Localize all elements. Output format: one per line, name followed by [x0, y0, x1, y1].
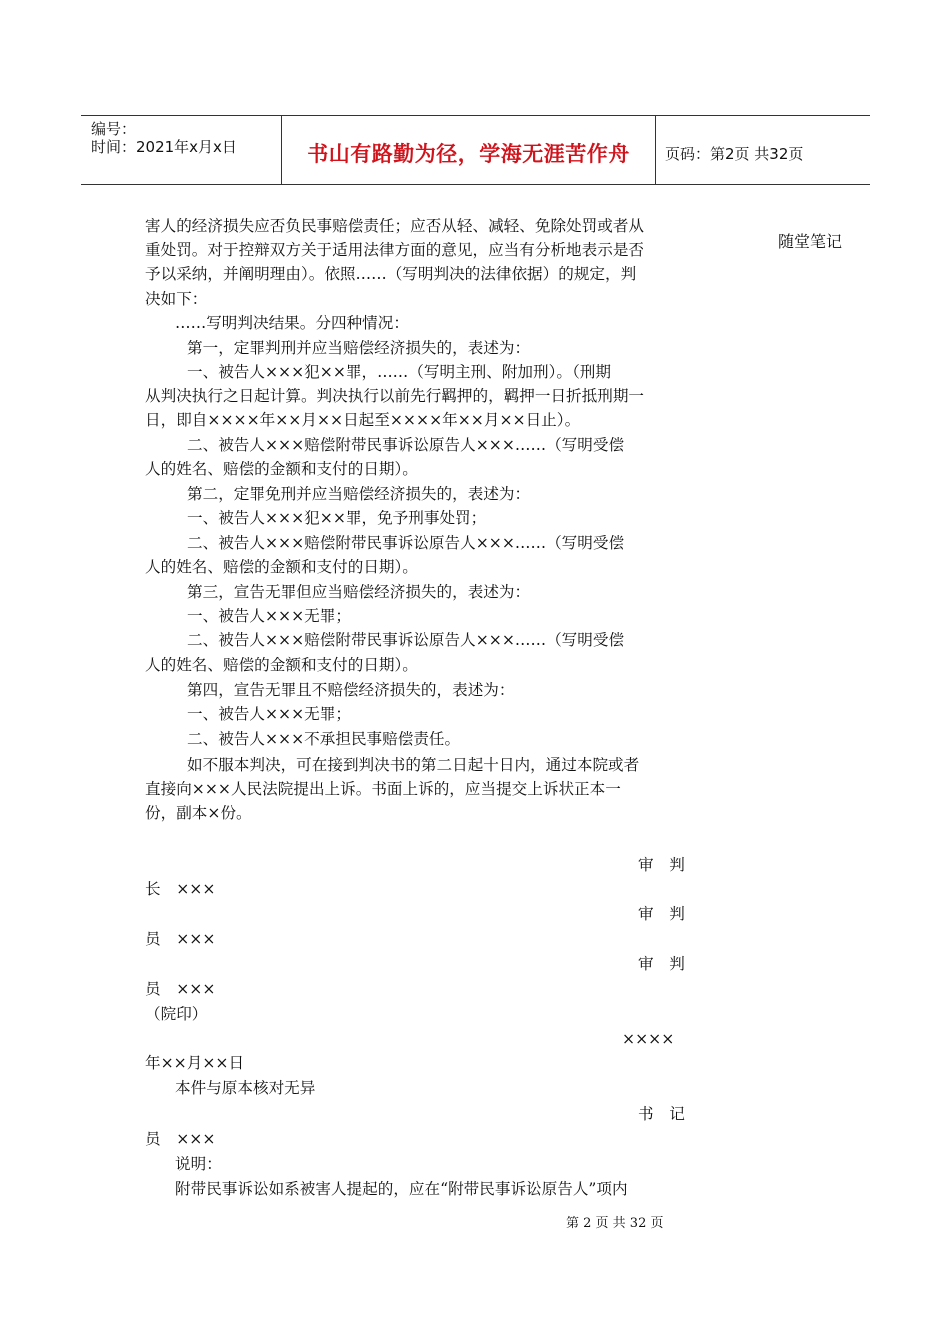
- verification-text: 本件与原本核对无异: [175, 1079, 316, 1097]
- body-line: 一、被告人×××犯××罪，……（写明主刑、附加刑）。（刑期: [187, 363, 611, 381]
- page-footer: 第 2 页 共 32 页: [566, 1216, 664, 1231]
- signature-title: 审 判: [638, 856, 685, 874]
- body-line: 从判决执行之日起计算。判决执行以前先行羁押的，羁押一日折抵刑期一: [145, 387, 645, 405]
- header-right-cell: [655, 116, 870, 184]
- header-center-cell: [281, 116, 656, 184]
- header-table: [81, 115, 870, 185]
- body-line: 予以采纳，并阐明理由）。依照……（写明判决的法律依据）的规定，判: [145, 265, 637, 283]
- document-number-label: 编号：: [91, 120, 137, 138]
- body-line: ……写明判决结果。分四种情况：: [175, 314, 409, 332]
- signature-title: 审 判: [638, 955, 685, 973]
- body-line: 人的姓名、赔偿的金额和支付的日期）。: [145, 558, 418, 576]
- body-line: 一、被告人×××无罪；: [187, 705, 351, 723]
- body-line: 人的姓名、赔偿的金额和支付的日期）。: [145, 460, 418, 478]
- body-line: 如不服本判决，可在接到判决书的第二日起十日内，通过本院或者: [187, 756, 640, 774]
- body-line: 二、被告人×××赔偿附带民事诉讼原告人×××……（写明受偿: [187, 631, 625, 649]
- date-year-text: ××××: [622, 1030, 675, 1048]
- signature-name: 员 ×××: [145, 930, 216, 948]
- body-line: 二、被告人×××赔偿附带民事诉讼原告人×××……（写明受偿: [187, 534, 625, 552]
- document-time-label: 时间：2021年x月x日: [91, 138, 237, 156]
- body-line: 二、被告人×××赔偿附带民事诉讼原告人×××……（写明受偿: [187, 436, 625, 454]
- body-line: 第二，定罪免刑并应当赔偿经济损失的，表述为：: [187, 485, 531, 503]
- court-seal-text: （院印）: [145, 1005, 208, 1023]
- body-line: 日，即自××××年××月××日起至××××年××月××日止）。: [145, 411, 581, 429]
- body-line: 第三，宣告无罪但应当赔偿经济损失的，表述为：: [187, 583, 531, 601]
- date-text: 年××月××日: [145, 1054, 245, 1072]
- body-line: 第四，宣告无罪且不赔偿经济损失的，表述为：: [187, 681, 515, 699]
- body-line: 决如下：: [145, 290, 208, 308]
- header-motto: 书山有路勤为径，学海无涯苦作舟: [307, 142, 630, 166]
- body-line: 直接向×××人民法院提出上诉。书面上诉的，应当提交上诉状正本一: [145, 780, 621, 798]
- side-note-label: 随堂笔记: [778, 232, 843, 251]
- explanation-heading: 说明：: [175, 1155, 222, 1173]
- body-line: 一、被告人×××犯××罪，免予刑事处罚；: [187, 509, 487, 527]
- body-line: 害人的经济损失应否负民事赔偿责任；应否从轻、减轻、免除处罚或者从: [145, 217, 645, 235]
- signature-title: 书 记: [638, 1105, 685, 1123]
- signature-name: 长 ×××: [145, 880, 216, 898]
- body-line: 重处罚。对于控辩双方关于适用法律方面的意见，应当有分析地表示是否: [145, 241, 645, 259]
- signature-title: 审 判: [638, 905, 685, 923]
- header-page-info: 页码：第2页 共32页: [665, 145, 804, 163]
- body-line: 份，副本×份。: [145, 804, 252, 822]
- body-line: 人的姓名、赔偿的金额和支付的日期）。: [145, 656, 418, 674]
- body-line: 第一，定罪判刑并应当赔偿经济损失的，表述为：: [187, 339, 531, 357]
- body-line: 一、被告人×××无罪；: [187, 607, 351, 625]
- header-left-cell: [81, 116, 281, 184]
- body-line: 附带民事诉讼如系被害人提起的，应在“附带民事诉讼原告人”项内: [175, 1180, 628, 1198]
- signature-name: 员 ×××: [145, 980, 216, 998]
- body-line: 二、被告人×××不承担民事赔偿责任。: [187, 730, 461, 748]
- signature-name: 员 ×××: [145, 1130, 216, 1148]
